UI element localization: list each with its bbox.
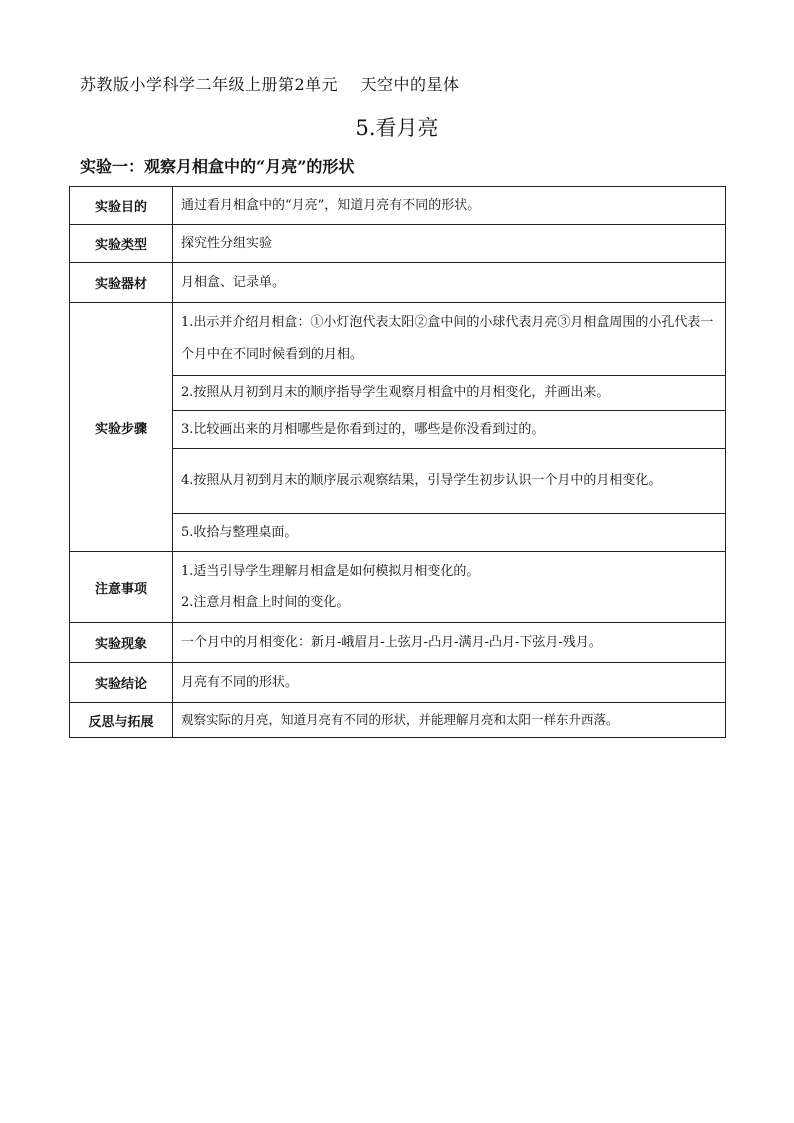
notes-value: [173, 552, 726, 623]
table-row-type: [70, 225, 726, 263]
note-item: 1.适当引导学生理解月相盒是如何模拟月相变化的。: [181, 564, 480, 579]
conclusion-label: 实验结论: [70, 663, 173, 703]
step-item: 2.按照从月初到月末的顺序指导学生观察月相盒中的月相变化，并画出来。: [173, 376, 726, 411]
purpose-value: 通过看月相盒中的“月亮”，知道月亮有不同的形状。: [173, 187, 726, 225]
purpose-label: 实验目的: [70, 187, 173, 225]
table-row-conclusion: [70, 663, 726, 703]
step-item: 5.收拾与整理桌面。: [173, 514, 726, 552]
table-row-phenomenon: [70, 623, 726, 663]
materials-value: 月相盒、记录单。: [173, 263, 726, 303]
phenomenon-label: 实验现象: [70, 623, 173, 663]
conclusion-value: 月亮有不同的形状。: [173, 663, 726, 703]
table-row-notes: [70, 552, 726, 623]
lesson-title: 5.看月亮: [355, 116, 439, 140]
table-row-step-1: [70, 303, 726, 376]
table-row-reflection: [70, 703, 726, 738]
note-item: 2.注意月相盒上时间的变化。: [181, 595, 350, 610]
experiment-heading: 实验一：观察月相盒中的“月亮”的形状: [80, 157, 355, 176]
phenomenon-value: 一个月中的月相变化：新月-峨眉月-上弦月-凸月-满月-凸月-下弦月-残月。: [173, 623, 726, 663]
step-item: 1.出示并介绍月相盒：①小灯泡代表太阳②盒中间的小球代表月亮③月相盒周围的小孔代表一个月中在不同时候看到的月相。: [173, 303, 726, 376]
reflection-label: 反思与拓展: [70, 703, 173, 738]
step-item: 4.按照从月初到月末的顺序展示观察结果，引导学生初步认识一个月中的月相变化。: [173, 449, 726, 514]
type-value: 探究性分组实验: [173, 225, 726, 263]
type-label: 实验类型: [70, 225, 173, 263]
experiment-table: [69, 186, 726, 738]
notes-label: 注意事项: [70, 552, 173, 623]
materials-label: 实验器材: [70, 263, 173, 303]
step-item: 3.比较画出来的月相哪些是你看到过的，哪些是你没看到过的。: [173, 411, 726, 449]
steps-label: 实验步骤: [70, 303, 173, 552]
course-header: 苏教版小学科学二年级上册第2单元 天空中的星体: [80, 75, 460, 94]
reflection-value: 观察实际的月亮，知道月亮有不同的形状，并能理解月亮和太阳一样东升西落。: [173, 703, 726, 738]
table-row-purpose: [70, 187, 726, 225]
table-row-materials: [70, 263, 726, 303]
